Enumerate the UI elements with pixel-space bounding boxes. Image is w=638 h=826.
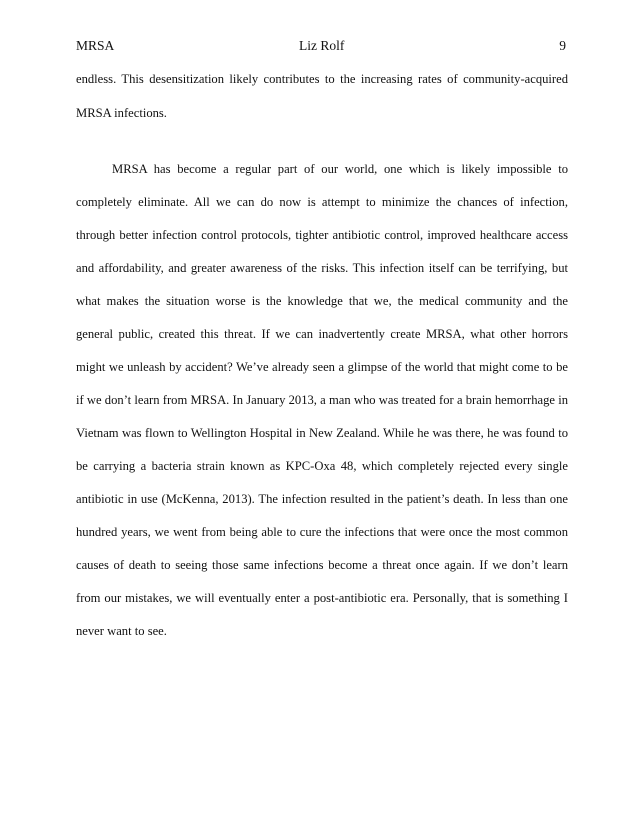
body-line: MRSA infections. <box>76 106 167 120</box>
body-line: Vietnam was flown to Wellington Hospital in New Zealand. While he was there, he was found to <box>76 426 568 440</box>
body-line: and affordability, and greater awareness of the risks. This infection itself can be terrifying, but <box>76 261 568 275</box>
body-line: completely eliminate. All we can do now is attempt to minimize the chances of infection, <box>76 195 568 209</box>
page-number: 9 <box>559 38 566 53</box>
body-line: if we don’t learn from MRSA. In January 2013, a man who was treated for a brain hemorrhage in <box>76 393 568 407</box>
body-line: hundred years, we went from being able to cure the infections that were once the most common <box>76 525 568 539</box>
body-line: antibiotic in use (McKenna, 2013). The infection resulted in the patient’s death. In less than one <box>76 492 568 506</box>
body-line: causes of death to seeing those same infections become a threat once again. If we don’t learn <box>76 558 568 572</box>
body-line: general public, created this threat. If we can inadvertently create MRSA, what other horrors <box>76 327 568 341</box>
body-line: what makes the situation worse is the knowledge that we, the medical community and the <box>76 294 568 308</box>
author-name: Liz Rolf <box>299 38 345 53</box>
body-line: endless. This desensitization likely contributes to the increasing rates of community-acquired <box>76 72 568 86</box>
body-line: through better infection control protocols, tighter antibiotic control, improved healthcare access <box>76 228 568 242</box>
body-line: MRSA has become a regular part of our world, one which is likely impossible to <box>112 162 568 176</box>
body-line: from our mistakes, we will eventually enter a post-antibiotic era. Personally, that is something I <box>76 591 568 605</box>
body-line: might we unleash by accident? We’ve already seen a glimpse of the world that might come to be <box>76 360 568 374</box>
running-head: MRSA <box>76 38 115 53</box>
body-line: never want to see. <box>76 624 167 638</box>
body-line: be carrying a bacteria strain known as KPC-Oxa 48, which completely rejected every single <box>76 459 568 473</box>
page-header <box>76 36 566 56</box>
